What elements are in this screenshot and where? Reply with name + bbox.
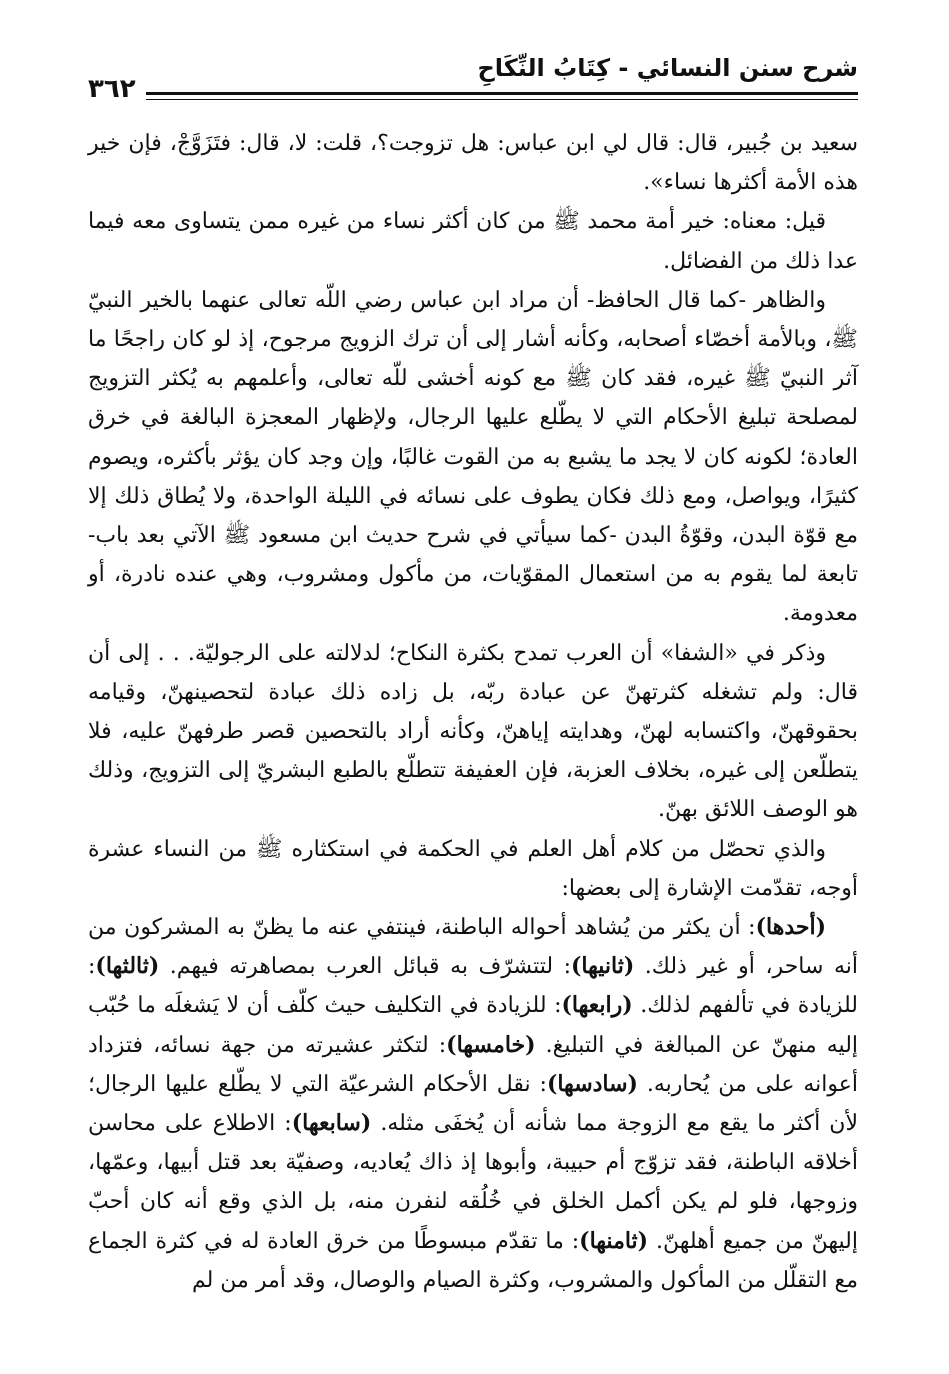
paragraph xyxy=(88,202,858,280)
paragraph-text: والظاهر -كما قال الحافظ- أن مراد ابن عباس رضي اللّه تعالى عنهما بالخير النبيّ ﷺ، وبالأمة أخصّاء أصحابه، وكأنه أشار إلى أن ترك الزويج مرجوح، إذ لو كان راجحًا ما آثر النبيّ ﷺ غيره، فقد كان ﷺ مع كونه أخشى للّه تعالى، وأعلمهم به يُكثر التزويج لمصلحة تبليغ الأحكام التي لا يطّلع عليها الرجال، ولإظهار المعجزة البالغة في خرق العادة؛ لكونه كان لا يجد ما يشبع به من القوت غالبًا، وإن وجد كان يؤثر بأكثره، ويصوم كثيرًا، ويواصل، ومع ذلك فكان يطوف على نسائه في الليلة الواحدة، ولا يُطاق ذلك إلا مع قوّة البدن، وقوّةُ البدن -كما سيأتي في شرح حديث ابن مسعود ﷺ الآتي بعد باب- تابعة لما يقوم به من استعمال المقوّيات، من مأكول ومشروب، وهي عنده نادرة، أو معدومة. xyxy=(88,287,858,627)
paragraph-text: : للزيادة في تألفهم لذلك. xyxy=(88,954,858,1019)
paragraph-text: : نقل الأحكام الشرعيّة التي لا يطّلع عليها الرجال؛ لأن أكثر ما يقع مع الزوجة مما شأنه أن يُخفَى مثله. xyxy=(88,1071,859,1137)
paragraph xyxy=(88,281,858,634)
paragraph-text: قيل: معناه: خير أمة محمد ﷺ من كان أكثر نساء من غيره ممن يتساوى معه فيما عدا ذلك من الفضائل. xyxy=(88,209,858,274)
paragraph-text: سعيد بن جُبير، قال: قال لي ابن عباس: هل تزوجت؟، قلت: لا، قال: فتَزَوَّجْ، فإن خير هذه الأمة أكثرها نساء». xyxy=(88,131,858,196)
paragraph-text: وذكر في «الشفا» أن العرب تمدح بكثرة النكاح؛ لدلالته على الرجوليّة. . . إلى أن قال: ولم تشغله كثرتهنّ عن عبادة ربّه، بل زاده ذلك عبادة لتحصينهنّ، وقيامه بحقوقهنّ، واكتسابه لهنّ، وهدايته إياهنّ، وكأنه أراد بالتحصين قصر طرفهنّ عليه، فلا يتطلّعن إلى غيره، بخلاف العزبة، فإن العفيفة تتطلّع بالطبع البشريّ إلى التزويج، وذلك هو الوصف اللائق بهنّ. xyxy=(88,640,858,823)
paragraph-text: والذي تحصّل من كلام أهل العلم في الحكمة في استكثاره ﷺ من النساء عشرة أوجه، تقدّمت الإشارة إلى بعضها: xyxy=(88,836,858,901)
header-rule-thick xyxy=(88,92,858,95)
paragraph xyxy=(88,124,858,202)
enumeration-label: (خامسها) xyxy=(446,1031,536,1058)
enumeration-label: (سادسها) xyxy=(546,1070,638,1097)
paragraph xyxy=(88,634,858,830)
page-header xyxy=(88,48,858,108)
paragraph-text: : لتتشرّف به قبائل العرب بمصاهرته فيهم. xyxy=(159,954,572,980)
paragraph xyxy=(88,908,858,1300)
enumeration-label: (ثامنها) xyxy=(579,1227,649,1254)
enumeration-label: (رابعها) xyxy=(561,992,633,1019)
enumeration-label: (ثانيها) xyxy=(571,953,635,980)
body-text xyxy=(88,124,858,1300)
paragraph-text: : لتكثر عشيرته من جهة نسائه، فتزداد أعوانه على من يُحاربه. xyxy=(88,1032,858,1097)
paragraph xyxy=(88,830,858,908)
header-rule-thin xyxy=(88,99,858,100)
page-number: ٣٦٢ xyxy=(88,74,136,104)
paragraph-text: : أن يكثر من يُشاهد أحواله الباطنة، فينتفي عنه ما يظنّ به المشركون من أنه ساحر، أو غير ذلك. xyxy=(88,915,858,980)
enumeration-label: (سابعها) xyxy=(291,1110,372,1137)
enumeration-label: (أحدها) xyxy=(755,914,826,941)
paragraph-text: : الاطلاع على محاسن أخلاقه الباطنة، فقد تزوّج أم حبيبة، وأبوها إذ ذاك يُعاديه، وصفيّة بعد قتل أبيها، وعمّها، وزوجها، فلو لم يكن أكمل الخلق في خُلُقه لنفرن منه، بل الذي وقع أنه كان أحبّ إليهنّ من جميع أهلهنّ. xyxy=(88,1111,859,1254)
paragraph-text: : للزيادة في التكليف حيث كلّف أن لا يَشغلَه ما حُبّب إليه منهنّ عن المبالغة في التبليغ. xyxy=(88,993,859,1058)
paragraph-text: : ما تقدّم مبسوطًا من خرق العادة له في كثرة الجماع مع التقلّل من المأكول والمشروب، وكثرة الصيام والوصال، وقد أمر من لم xyxy=(88,1228,858,1293)
running-title: شرح سنن النسائي - كِتَابُ النِّكَاحِ xyxy=(477,54,858,82)
enumeration-label: (ثالثها) xyxy=(95,953,160,980)
